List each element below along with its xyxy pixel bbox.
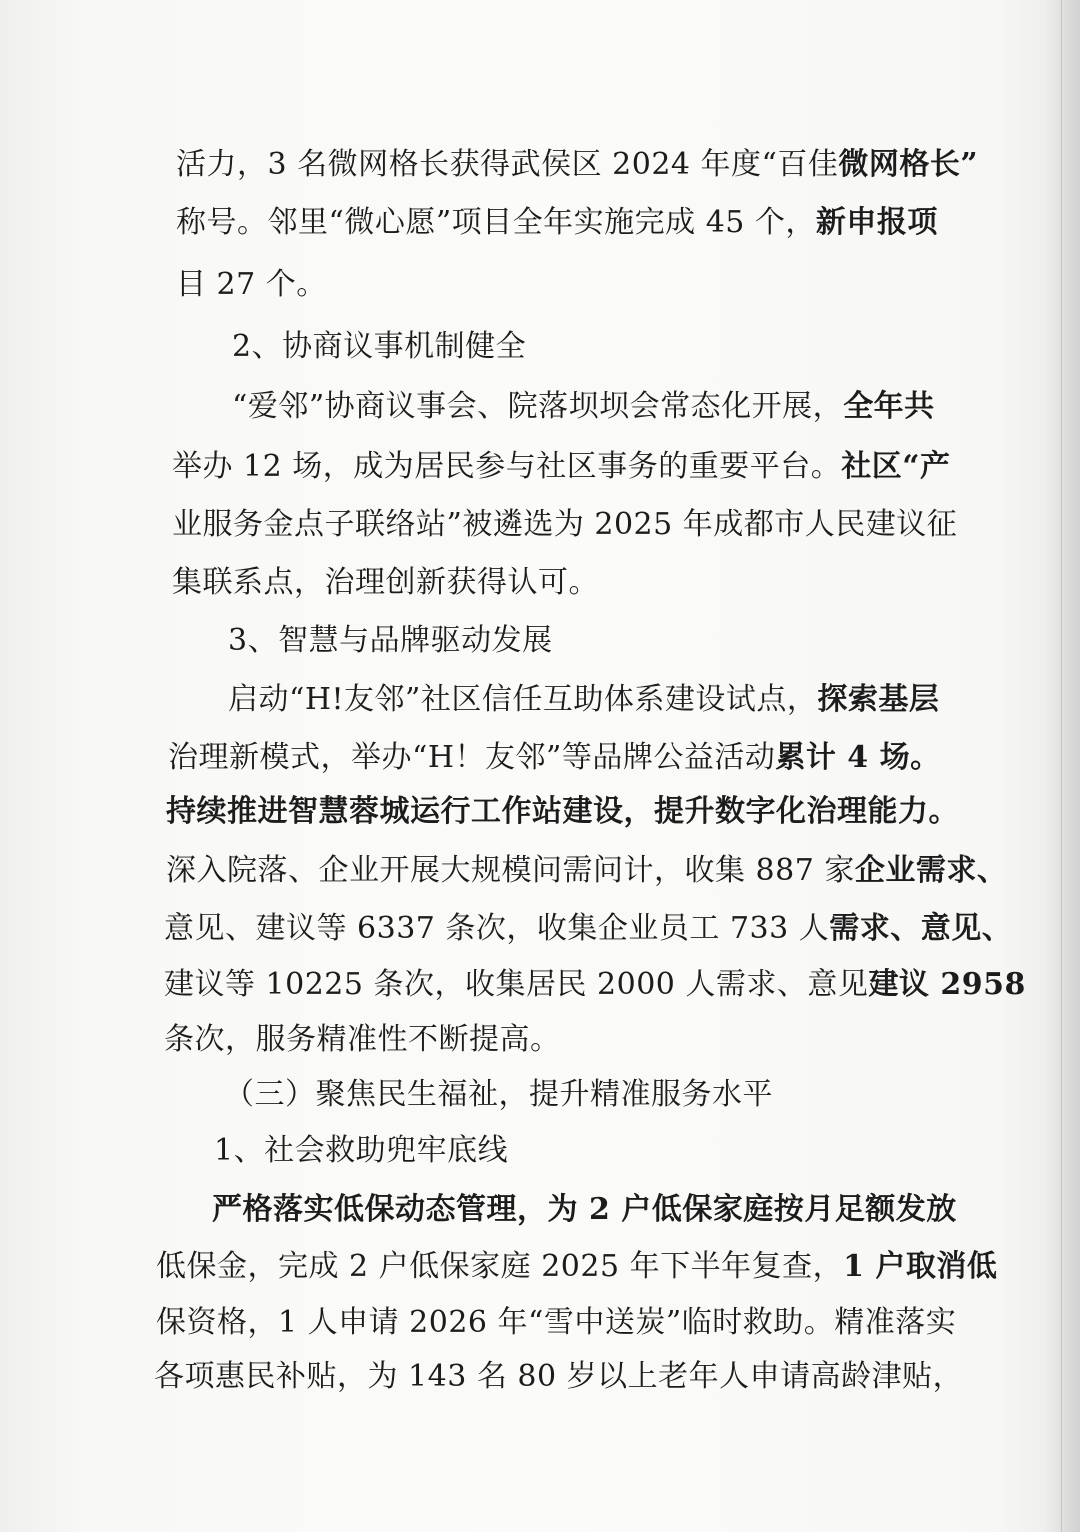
text-line: 意见、建议等 6337 条次，收集企业员工 733 人需求、意见、 (164, 911, 1013, 946)
page-edge-shadow (1044, 0, 1080, 1532)
text-line: 建议等 10225 条次，收集居民 2000 人需求、意见建议 2958 (164, 967, 1026, 1002)
page-edge-line (1061, 0, 1062, 1532)
text-line: 条次，服务精准性不断提高。 (164, 1022, 561, 1057)
section-heading: （三）聚焦民生福祉，提升精准服务水平 (224, 1077, 773, 1112)
text-line: 活力，3 名微网格长获得武侯区 2024 年度“百佳微网格长” (176, 147, 979, 182)
section-heading: 2、协商议事机制健全 (232, 329, 527, 364)
text-line: 集联系点，治理创新获得认可。 (172, 565, 599, 600)
text-line: 低保金，完成 2 户低保家庭 2025 年下半年复查，1 户取消低 (156, 1249, 998, 1284)
text-line: 举办 12 场，成为居民参与社区事务的重要平台。社区“产 (172, 449, 951, 484)
section-heading: 1、社会救助兜牢底线 (214, 1133, 509, 1168)
text-line: 保资格，1 人申请 2026 年“雪中送炭”临时救助。精准落实 (156, 1305, 957, 1340)
text-line: “爱邻”协商议事会、院落坝坝会常态化开展，全年共 (232, 389, 935, 424)
text-line: 治理新模式，举办“H！友邻”等品牌公益活动累计 4 场。 (168, 740, 941, 775)
text-line: 业服务金点子联络站”被遴选为 2025 年成都市人民建议征 (172, 507, 958, 542)
section-heading: 3、智慧与品牌驱动发展 (228, 623, 553, 658)
text-line: 启动“H!友邻”社区信任互助体系建设试点，探索基层 (228, 682, 940, 717)
text-line: 称号。邻里“微心愿”项目全年实施完成 45 个，新申报项 (176, 205, 938, 240)
text-line: 目 27 个。 (176, 267, 327, 302)
text-line: 各项惠民补贴，为 143 名 80 岁以上老年人申请高龄津贴， (154, 1359, 964, 1394)
text-line: 严格落实低保动态管理，为 2 户低保家庭按月足额发放 (212, 1192, 957, 1227)
text-line: 深入院落、企业开展大规模问需问计，收集 887 家企业需求、 (166, 853, 1008, 888)
text-line: 持续推进智慧蓉城运行工作站建设，提升数字化治理能力。 (166, 794, 959, 829)
